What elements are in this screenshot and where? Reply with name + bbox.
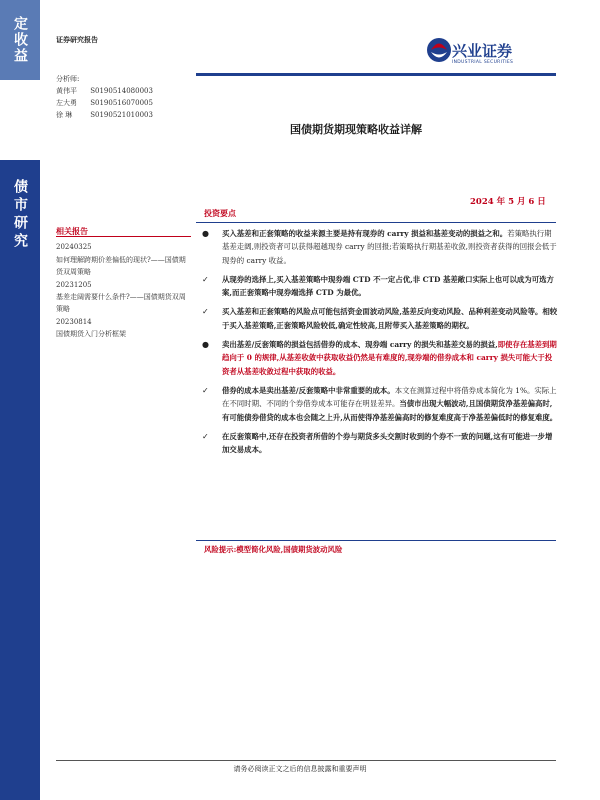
analyst-row (56, 109, 153, 121)
header-divider (196, 73, 556, 76)
key-point (202, 430, 558, 457)
analyst-row (56, 97, 153, 109)
risk-divider (196, 540, 556, 541)
key-point-bold: 在反套策略中,还存在投资者所借的个券与期货多头交割时收到的个券不一致的问题,这有可能进一步增加交易成本。 (222, 431, 553, 455)
category-tab-bond-research: 债市研究 (0, 160, 40, 270)
key-point-bold: 买入基差和正套策略的风险点可能包括资金面波动风险,基差反向变动风险、品种利差变动风险等。相较于买入基差策略,正套策略风险较低,确定性较高,且附带买入基差策略的期权。 (222, 307, 558, 330)
analyst-name: 左大勇 (56, 99, 77, 107)
key-point (202, 273, 558, 300)
risk-warning: 风险提示:模型简化风险,国债期货波动风险 (204, 545, 343, 554)
checkmark-icon: ✓ (202, 274, 209, 284)
report-title: 国债期货期现策略收益详解 (290, 123, 422, 136)
analyst-id: S0190521010003 (90, 111, 153, 119)
related-link[interactable]: 基差走阔需要什么条件?——国债期货双周策略 (56, 293, 186, 314)
related-reports-heading: 相关报告 (56, 226, 88, 236)
report-type: 证券研究报告 (56, 36, 98, 44)
checkmark-icon: ✓ (202, 431, 209, 441)
related-reports (56, 225, 191, 341)
analyst-row (56, 85, 153, 97)
report-date: 2024 年 5 月 6 日 (470, 197, 546, 207)
analyst-label: 分析师: (56, 75, 80, 83)
checkmark-icon: ✓ (202, 307, 209, 317)
analyst-id: S0190514080003 (90, 87, 153, 95)
analyst-id: S0190516070005 (90, 99, 153, 107)
logo-subtext: INDUSTRIAL SECURITIES (452, 60, 514, 65)
related-date: 20240325 (56, 243, 92, 252)
section-heading: 投资要点 (204, 208, 236, 218)
sidebar-band (0, 270, 40, 800)
key-point-bold: 从现券的选择上,买入基差策略中现券端 CTD 不一定占优,非 CTD 基差敞口实际上也可以成为可选方案,而正套策略中现券端选择 CTD 为最优。 (222, 274, 554, 298)
related-link[interactable]: 如何理解跨期价差偏低的现状?——国债期货双周策略 (56, 255, 186, 277)
key-point-text: 若策略执行期基差走阔,则投资者可以获得超越现券 carry 的回报;若策略执行期基差收敛,则投资者获得的回报会低于现券的 carry 收益。 (222, 229, 557, 265)
analyst-block (56, 73, 153, 121)
key-point-highlight: 即使存在基差到期趋向于 0 的规律,从基差收敛中获取收益仍然是有难度的,现券端的借券成本和 carry 损失可能大于投资者从基差收敛过程中获取的收益。 (222, 340, 557, 376)
logo-text: 兴业证券 (452, 42, 513, 60)
key-points (202, 227, 558, 462)
category-tab-fixed-income: 定收益 (0, 0, 40, 80)
key-point (202, 227, 558, 267)
analyst-name: 徐 琳 (56, 111, 73, 119)
footer-divider (56, 760, 556, 761)
bullet-dot-icon: ● (202, 340, 209, 350)
disclaimer-footer: 请务必阅读正文之后的信息披露和重要声明 (233, 765, 367, 773)
key-point-bold: 卖出基差/反套策略的损益包括借券的成本、现券端 carry 的损失和基差交易的损益, (222, 340, 498, 350)
analyst-name: 黄伟平 (56, 87, 77, 95)
key-point-bold: 买入基差和正套策略的收益来源主要是持有现券的 carry 损益和基差变动的损益之和。 (222, 229, 508, 238)
key-point (202, 384, 558, 424)
related-date: 20230814 (56, 317, 92, 326)
key-point-bold-2: 当债市出现大幅波动,且国债期货净基差偏高时,有可能债券借贷的成本也会随之上升,从而使得净基差偏高时的修复难度高于净基差偏低时的修复难度。 (222, 399, 558, 422)
key-point (202, 305, 558, 332)
checkmark-icon: ✓ (202, 385, 209, 395)
key-point-bold: 借券的成本是卖出基差/反套策略中非常重要的成本。 (222, 385, 395, 395)
related-divider (56, 236, 191, 237)
key-point-text: 本文在测算过程中将借券成本简化为 1%。实际上在不同时期、不同的个券借券成本可能存在明显差异。 (222, 385, 557, 409)
related-link[interactable]: 国债期货入门分析框架 (56, 330, 126, 339)
section-divider (196, 222, 556, 223)
key-point (202, 338, 558, 378)
related-date: 20231205 (56, 280, 92, 289)
bullet-dot-icon: ● (202, 229, 209, 238)
